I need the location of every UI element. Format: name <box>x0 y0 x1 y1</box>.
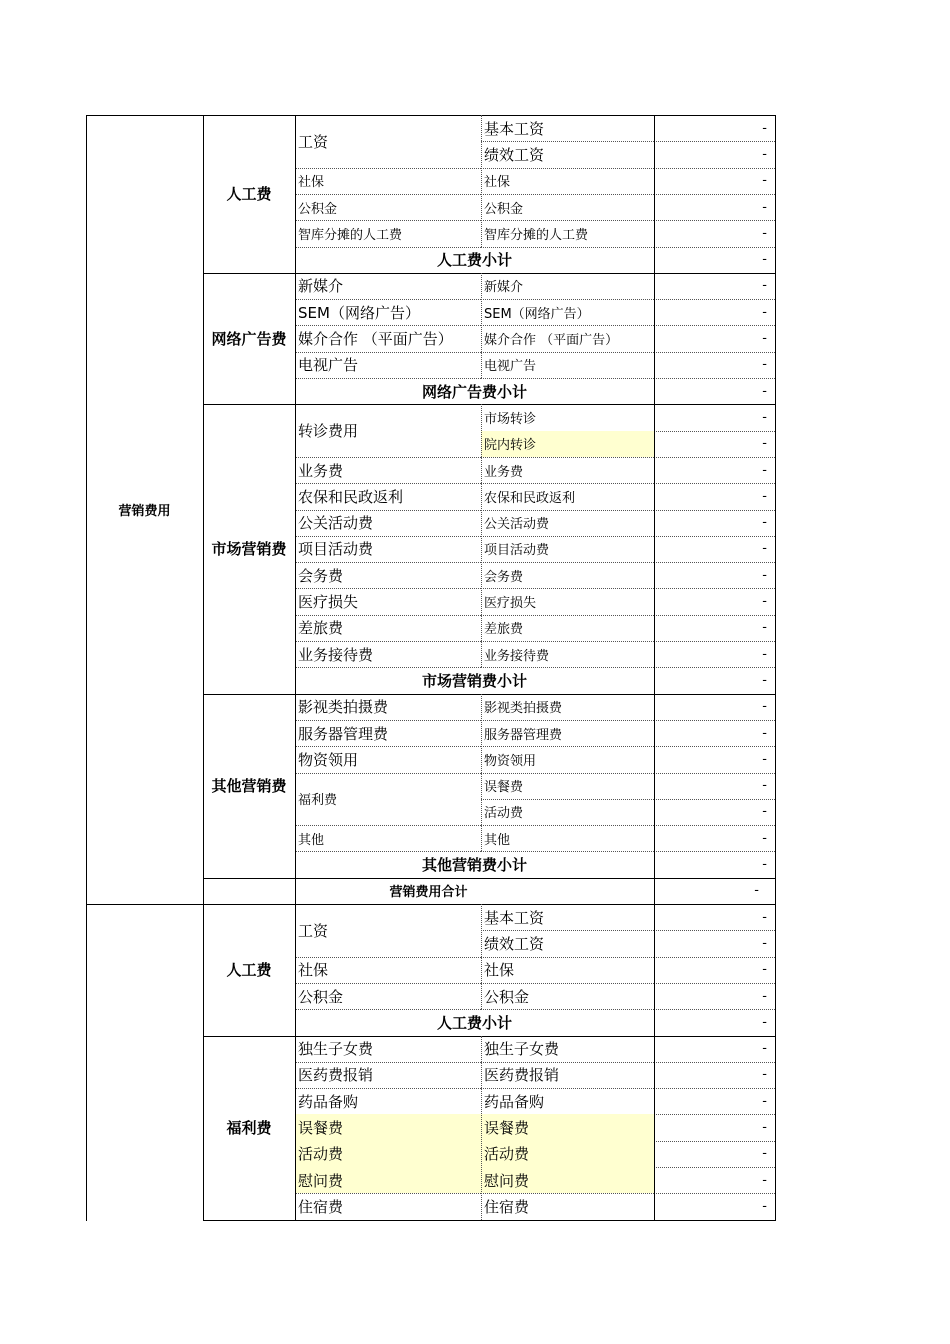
line-item-subitem: 公积金 <box>484 201 524 217</box>
line-item-name: 工资 <box>298 132 329 151</box>
line-item-name: 项目活动费 <box>298 540 374 559</box>
column-divider <box>481 273 482 378</box>
group-subtotal-amount: - <box>762 1014 767 1030</box>
line-item-name: 误餐费 <box>295 1114 481 1140</box>
group-subtotal-amount: - <box>762 252 767 268</box>
line-item-name: 电视广告 <box>298 356 359 375</box>
line-item-name: 医药费报销 <box>298 1066 374 1085</box>
line-item-amount: - <box>762 699 767 715</box>
line-item-name: 独生子女费 <box>298 1040 374 1059</box>
line-item-subitem: 误餐费 <box>481 1114 654 1140</box>
line-item-amount: - <box>762 331 767 347</box>
column-divider <box>481 404 482 667</box>
line-item-amount: - <box>762 304 767 320</box>
column-divider <box>481 1036 482 1220</box>
line-item-amount: - <box>762 436 767 452</box>
line-item-subitem: 公积金 <box>484 987 530 1006</box>
group-subtotal-label: 其他营销费小计 <box>421 856 527 875</box>
line-item-subitem: 农保和民政返利 <box>484 490 576 506</box>
line-item-amount: - <box>762 278 767 294</box>
line-item-amount: - <box>762 515 767 531</box>
line-item-amount: - <box>762 804 767 820</box>
group-subtotal-label: 网络广告费小计 <box>421 382 527 401</box>
line-item-subitem: 活动费 <box>484 806 524 822</box>
line-item-subitem: 社保 <box>484 961 515 980</box>
group-subtotal-amount: - <box>762 672 767 688</box>
line-item-name: 媒介合作 （平面广告） <box>298 330 453 349</box>
line-item-name: 影视类拍摄费 <box>298 698 389 717</box>
line-item-subitem: 活动费 <box>481 1141 654 1167</box>
line-item-name: 工资 <box>298 921 329 940</box>
line-item-subitem: 项目活动费 <box>484 543 550 559</box>
line-item-amount: - <box>762 488 767 504</box>
line-item-subitem: 基本工资 <box>484 908 545 927</box>
column-border <box>295 115 296 1221</box>
line-item-subitem: 业务接待费 <box>484 648 550 664</box>
expense-group-label: 市场营销费 <box>211 540 287 559</box>
expense-group-label: 人工费 <box>226 185 272 204</box>
group-subtotal-label: 市场营销费小计 <box>421 671 527 690</box>
line-item-subitem: 智库分摊的人工费 <box>484 227 589 243</box>
expense-category-label <box>86 904 203 1220</box>
line-item-subitem: 药品备购 <box>484 1092 545 1111</box>
line-item-subitem: 医疗损失 <box>484 596 537 612</box>
line-item-name: 福利费 <box>298 793 338 809</box>
line-item-amount: - <box>762 120 767 136</box>
line-item-amount: - <box>762 646 767 662</box>
line-item-subitem: 基本工资 <box>484 119 545 138</box>
line-item-amount: - <box>762 541 767 557</box>
line-item-subitem: 会务费 <box>484 569 524 585</box>
line-item-subitem: 慰问费 <box>481 1167 654 1193</box>
line-item-name: 新媒介 <box>298 277 344 296</box>
line-item-subitem: 业务费 <box>484 464 524 480</box>
line-item-amount: - <box>762 594 767 610</box>
line-item-amount: - <box>762 225 767 241</box>
line-item-name: 医疗损失 <box>298 593 359 612</box>
line-item-amount: - <box>762 173 767 189</box>
column-divider <box>481 904 482 1009</box>
group-subtotal-amount: - <box>762 383 767 399</box>
line-item-name: 公积金 <box>298 987 344 1006</box>
category-total-amount: - <box>754 883 759 899</box>
line-item-subitem: 独生子女费 <box>484 1040 560 1059</box>
expense-group-label: 网络广告费 <box>211 330 287 349</box>
line-item-name: 会务费 <box>298 566 344 585</box>
line-item-subitem: 住宿费 <box>484 1197 530 1216</box>
line-item-subitem: 服务器管理费 <box>484 727 563 743</box>
line-item-amount: - <box>762 988 767 1004</box>
line-item-name: 公关活动费 <box>298 514 374 533</box>
line-item-name: 住宿费 <box>298 1197 344 1216</box>
line-item-amount: - <box>762 462 767 478</box>
expense-category-label: 营销费用 <box>118 504 171 519</box>
line-item-name: 服务器管理费 <box>298 724 389 743</box>
line-item-subitem: 媒介合作 （平面广告） <box>484 333 619 349</box>
line-item-amount: - <box>762 146 767 162</box>
group-subtotal-amount: - <box>762 857 767 873</box>
line-item-amount: - <box>762 935 767 951</box>
line-item-amount: - <box>762 830 767 846</box>
line-item-amount: - <box>762 725 767 741</box>
line-item-subitem: 绩效工资 <box>484 934 545 953</box>
line-item-amount: - <box>762 778 767 794</box>
line-item-amount: - <box>762 1093 767 1109</box>
expense-group-label: 人工费 <box>226 961 272 980</box>
line-item-amount: - <box>762 567 767 583</box>
right-border <box>775 115 776 1221</box>
line-item-subitem: 社保 <box>484 175 511 191</box>
line-item-name: 公积金 <box>298 201 338 217</box>
line-item-subitem: 电视广告 <box>484 359 537 375</box>
line-item-amount: - <box>762 1146 767 1162</box>
category-total-label: 营销费用合计 <box>389 885 468 901</box>
line-item-name: 药品备购 <box>298 1092 359 1111</box>
line-item-amount: - <box>762 909 767 925</box>
line-item-amount: - <box>762 962 767 978</box>
line-item-amount: - <box>762 1067 767 1083</box>
line-item-amount: - <box>762 199 767 215</box>
line-item-name: 活动费 <box>295 1141 481 1167</box>
left-border <box>86 115 87 1221</box>
line-item-amount: - <box>762 620 767 636</box>
line-item-subitem: 公关活动费 <box>484 517 550 533</box>
line-item-name: 其他 <box>298 832 325 848</box>
line-item-subitem: 差旅费 <box>484 622 524 638</box>
column-border <box>203 115 204 1221</box>
column-divider <box>481 694 482 852</box>
line-item-name: 转诊费用 <box>298 422 359 441</box>
line-item-name: 智库分摊的人工费 <box>298 227 403 243</box>
line-item-name: 农保和民政返利 <box>298 487 404 506</box>
line-item-amount: - <box>762 1120 767 1136</box>
line-item-name: 业务接待费 <box>298 645 374 664</box>
line-item-subitem: 误餐费 <box>484 780 524 796</box>
line-item-amount: - <box>762 1172 767 1188</box>
line-item-amount: - <box>762 1198 767 1214</box>
line-item-name: SEM（网络广告） <box>298 303 420 322</box>
column-divider <box>481 115 482 247</box>
column-border <box>654 115 655 1221</box>
line-item-subitem: 绩效工资 <box>484 145 545 164</box>
line-item-amount: - <box>762 751 767 767</box>
line-item-name: 差旅费 <box>298 619 344 638</box>
line-item-subitem: 医药费报销 <box>484 1066 560 1085</box>
group-bottom-border <box>203 1220 775 1221</box>
line-item-name: 社保 <box>298 175 325 191</box>
expense-group-label: 其他营销费 <box>211 777 287 796</box>
line-item-name: 慰问费 <box>295 1167 481 1193</box>
line-item-subitem: 影视类拍摄费 <box>484 701 563 717</box>
line-item-name: 业务费 <box>298 461 344 480</box>
line-item-subitem: 物资领用 <box>484 753 537 769</box>
line-item-amount: - <box>762 1041 767 1057</box>
line-item-subitem: SEM（网络广告） <box>484 306 590 322</box>
group-subtotal-label: 人工费小计 <box>436 1013 512 1032</box>
expense-group-label: 福利费 <box>226 1119 272 1138</box>
line-item-subitem: 市场转诊 <box>484 411 537 427</box>
line-item-amount: - <box>762 409 767 425</box>
group-subtotal-label: 人工费小计 <box>436 251 512 270</box>
line-item-name: 社保 <box>298 961 329 980</box>
line-item-subitem: 新媒介 <box>484 280 524 296</box>
line-item-subitem: 其他 <box>484 832 511 848</box>
line-item-name: 物资领用 <box>298 750 359 769</box>
line-item-subitem: 院内转诊 <box>481 431 654 457</box>
line-item-amount: - <box>762 357 767 373</box>
